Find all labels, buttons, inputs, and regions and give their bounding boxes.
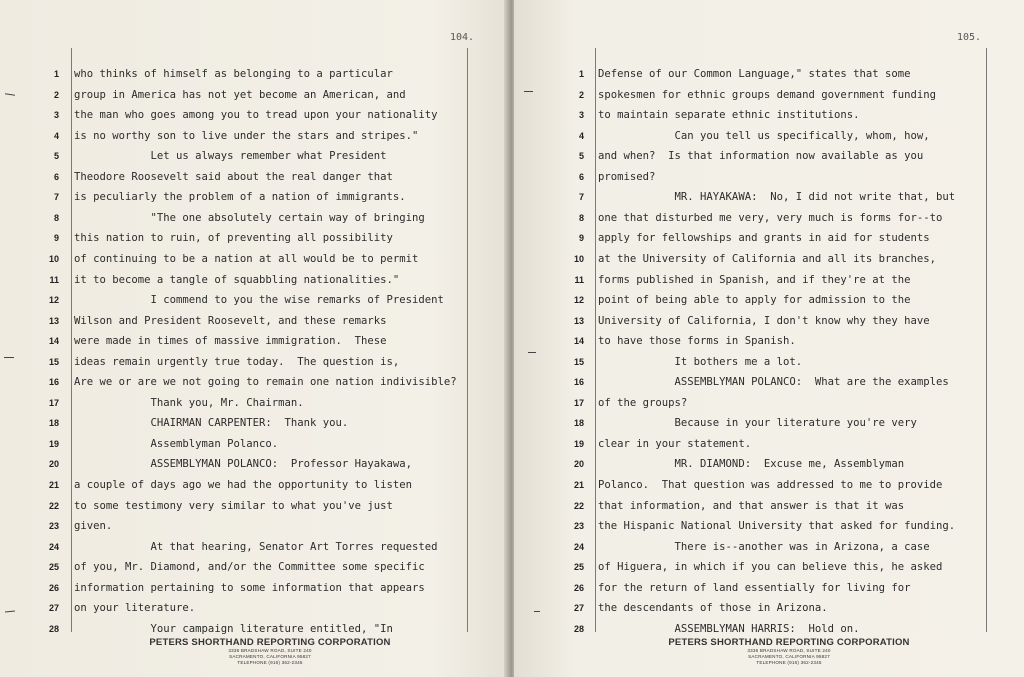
- transcript-line: Your campaign literature entitled, "In: [74, 622, 393, 635]
- line-number: 25: [48, 562, 59, 573]
- line-number: 4: [578, 130, 584, 141]
- firm-address-line-1: 3336 BRADSHAW ROAD, SUITE 240: [747, 648, 831, 653]
- line-number: 21: [573, 480, 584, 490]
- line-number: 7: [53, 192, 59, 203]
- transcript-line: CHAIRMAN CARPENTER: Thank you.: [74, 417, 349, 430]
- line-number: 23: [573, 521, 584, 532]
- reporter-footer: [110, 637, 430, 666]
- transcript-line: "The one absolutely certain way of bringing: [74, 211, 425, 224]
- line-number: 25: [573, 562, 584, 573]
- transcript-line: It bothers me a lot.: [598, 355, 803, 368]
- line-number: 5: [578, 151, 584, 162]
- transcript-line: University of California, I don't know why they have: [598, 314, 930, 327]
- firm-address-line-2: SACRAMENTO, CALIFORNIA 95827: [229, 654, 311, 659]
- firm-address-line-2: SACRAMENTO, CALIFORNIA 95827: [748, 654, 830, 659]
- line-number: 1: [53, 69, 59, 79]
- line-number: 23: [48, 521, 59, 532]
- line-number: 10: [573, 253, 584, 264]
- reporter-footer: [629, 637, 949, 666]
- transcript-line: one that disturbed me very, very much is forms for--to: [598, 211, 943, 224]
- transcript-line: There is--another was in Arizona, a case: [598, 540, 930, 553]
- line-number: 28: [48, 623, 59, 634]
- transcript-line: ASSEMBLYMAN POLANCO: What are the examples: [598, 376, 949, 389]
- transcript-line: Let us always remember what President: [74, 150, 387, 163]
- transcript-line: the descendants of those in Arizona.: [598, 602, 828, 615]
- transcript-line: of you, Mr. Diamond, and/or the Committee some specific: [74, 561, 425, 574]
- transcript-line: Wilson and President Roosevelt, and these remarks: [74, 314, 387, 327]
- line-number: 3: [578, 110, 584, 121]
- transcript-line: Are we or are we not going to remain one nation indivisible?: [74, 376, 457, 389]
- line-number: 24: [573, 541, 584, 552]
- line-number: 8: [53, 212, 59, 223]
- right-page: [514, 0, 1024, 677]
- transcript-line: the Hispanic National University that asked for funding.: [598, 520, 956, 533]
- line-number: 27: [48, 603, 59, 614]
- transcript-line: of continuing to be a nation at all would be to permit: [74, 252, 419, 265]
- transcript-line: ASSEMBLYMAN POLANCO: Professor Hayakawa,: [74, 458, 413, 471]
- line-number: 22: [573, 500, 584, 511]
- left-page: [0, 0, 510, 677]
- transcript-line: I commend to you the wise remarks of President: [74, 294, 444, 307]
- transcript-line: MR. DIAMOND: Excuse me, Assemblyman: [598, 458, 905, 471]
- line-number: 18: [48, 418, 59, 429]
- line-number: 6: [53, 171, 59, 182]
- line-number: 2: [53, 89, 59, 100]
- transcript-line: At that hearing, Senator Art Torres requested: [74, 540, 438, 553]
- line-number: 5: [53, 151, 59, 162]
- line-number: 2: [578, 89, 584, 100]
- transcript-line: clear in your statement.: [598, 437, 752, 450]
- firm-name: PETERS SHORTHAND REPORTING CORPORATION: [149, 637, 391, 648]
- line-number: 21: [48, 480, 59, 490]
- line-number: 14: [573, 336, 584, 347]
- line-number: 28: [573, 623, 584, 634]
- transcript-line: given.: [74, 520, 113, 533]
- line-number: 19: [573, 438, 584, 449]
- margin-mark: [524, 91, 533, 92]
- line-number: 12: [573, 295, 584, 306]
- margin-mark: [5, 93, 15, 95]
- transcript-line: is peculiarly the problem of a nation of immigrants.: [74, 191, 406, 204]
- transcript-line: on your literature.: [74, 602, 196, 615]
- transcript-line: a couple of days ago we had the opportunity to listen: [74, 479, 413, 491]
- firm-name: PETERS SHORTHAND REPORTING CORPORATION: [668, 637, 910, 648]
- transcript-line: and when? Is that information now available as you: [598, 150, 924, 163]
- page-number: 104.: [450, 32, 475, 43]
- line-number: 3: [53, 110, 59, 121]
- transcript-line: Assemblyman Polanco.: [74, 437, 279, 450]
- line-number: 4: [53, 130, 59, 141]
- line-number: 27: [573, 603, 584, 614]
- transcript-line: spokesmen for ethnic groups demand government funding: [598, 88, 937, 101]
- transcript-line: MR. HAYAKAWA: No, I did not write that, but: [598, 191, 956, 204]
- line-number: 16: [48, 377, 59, 388]
- line-number: 15: [48, 356, 59, 367]
- line-number: 17: [48, 397, 59, 408]
- line-number: 11: [574, 274, 584, 285]
- line-number: 19: [48, 438, 59, 449]
- page-number: 105.: [957, 32, 982, 43]
- transcript-line: apply for fellowships and grants in aid for students: [598, 232, 930, 245]
- line-number: 26: [48, 582, 59, 593]
- line-number: 8: [578, 212, 584, 223]
- transcript-line: Because in your literature you're very: [598, 417, 917, 430]
- line-number: 14: [48, 336, 59, 347]
- margin-mark: [528, 352, 536, 353]
- transcript-line: promised?: [598, 170, 656, 183]
- firm-telephone: TELEPHONE (916) 362-2345: [756, 660, 822, 665]
- transcript-line: for the return of land essentially for living for: [598, 581, 911, 594]
- line-number: 26: [573, 582, 584, 593]
- transcript-line: point of being able to apply for admission to the: [598, 294, 911, 307]
- transcript-line: Can you tell us specifically, whom, how,: [598, 129, 930, 142]
- margin-mark: [5, 610, 15, 612]
- transcript-line: Thank you, Mr. Chairman.: [74, 396, 304, 409]
- transcript-line: ASSEMBLYMAN HARRIS: Hold on.: [598, 622, 860, 635]
- transcript-line: it to become a tangle of squabbling nationalities.": [74, 273, 400, 286]
- line-number: 22: [48, 500, 59, 511]
- firm-telephone: TELEPHONE (916) 362-2345: [237, 660, 303, 665]
- transcript-line: to some testimony very similar to what you've just: [74, 499, 393, 512]
- transcript-line: Defense of our Common Language," states that some: [598, 68, 911, 80]
- transcript-line: of Higuera, in which if you can believe this, he asked: [598, 561, 943, 574]
- transcript-line: this nation to ruin, of preventing all possibility: [74, 232, 393, 245]
- transcript-line: to maintain separate ethnic institutions.: [598, 109, 860, 122]
- transcript-line: information pertaining to some information that appears: [74, 581, 425, 594]
- line-number: 11: [49, 274, 59, 285]
- line-number: 12: [48, 295, 59, 306]
- line-number: 9: [53, 233, 59, 244]
- transcript-line: who thinks of himself as belonging to a particular: [74, 68, 393, 80]
- transcript-line: the man who goes among you to tread upon your nationality: [74, 109, 438, 122]
- transcript-line: Theodore Roosevelt said about the real danger that: [74, 170, 393, 183]
- transcript-line: ideas remain urgently true today. The question is,: [74, 355, 400, 368]
- line-number: 15: [573, 356, 584, 367]
- line-number: 17: [573, 397, 584, 408]
- transcript-line: that information, and that answer is that it was: [598, 499, 905, 512]
- firm-address-line-1: 3336 BRADSHAW ROAD, SUITE 240: [228, 648, 312, 653]
- margin-mark: [534, 611, 540, 612]
- line-number: 20: [48, 459, 59, 470]
- line-number: 16: [573, 377, 584, 388]
- transcript-line: of the groups?: [598, 396, 688, 409]
- line-number: 13: [573, 315, 584, 326]
- line-number: 24: [48, 541, 59, 552]
- transcript-line: is no worthy son to live under the stars and stripes.": [74, 129, 419, 142]
- line-number: 20: [573, 459, 584, 470]
- line-number: 10: [48, 253, 59, 264]
- transcript-line: at the University of California and all its branches,: [598, 252, 937, 265]
- line-number: 13: [48, 315, 59, 326]
- line-number: 18: [573, 418, 584, 429]
- line-number: 7: [578, 192, 584, 203]
- transcript-line: were made in times of massive immigration. These: [74, 335, 387, 348]
- line-number: 6: [578, 171, 584, 182]
- transcript-line: Polanco. That question was addressed to me to provide: [598, 479, 943, 491]
- transcript-line: forms published in Spanish, and if they're at the: [598, 273, 911, 286]
- margin-mark: [4, 357, 14, 358]
- line-number: 1: [578, 69, 584, 79]
- transcript-line: to have those forms in Spanish.: [598, 335, 796, 348]
- transcript-line: group in America has not yet become an American, and: [74, 88, 406, 101]
- line-number: 9: [578, 233, 584, 244]
